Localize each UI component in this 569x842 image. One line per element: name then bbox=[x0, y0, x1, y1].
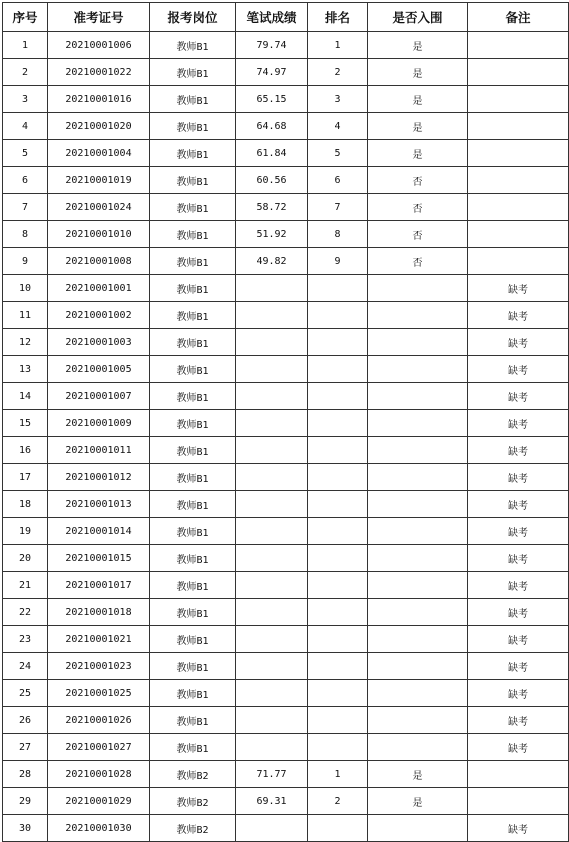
remarks-cell bbox=[468, 59, 569, 86]
admission-ticket-cell: 20210001004 bbox=[48, 140, 150, 167]
remarks-cell bbox=[468, 194, 569, 221]
header-row bbox=[3, 3, 569, 32]
serial-number-cell: 4 bbox=[3, 113, 48, 140]
written-score-cell: 49.82 bbox=[236, 248, 308, 275]
written-score-cell: 69.31 bbox=[236, 788, 308, 815]
header-admission-ticket: 准考证号 bbox=[48, 3, 150, 32]
remarks-cell: 缺考 bbox=[468, 383, 569, 410]
table-row bbox=[3, 788, 569, 815]
position-cell: 教师B1 bbox=[150, 329, 236, 356]
header-written-score: 笔试成绩 bbox=[236, 3, 308, 32]
admission-ticket-cell: 20210001005 bbox=[48, 356, 150, 383]
table-row bbox=[3, 545, 569, 572]
serial-number-cell: 20 bbox=[3, 545, 48, 572]
written-score-cell bbox=[236, 275, 308, 302]
written-score-cell bbox=[236, 302, 308, 329]
serial-number-cell: 5 bbox=[3, 140, 48, 167]
shortlisted-cell bbox=[368, 734, 468, 761]
written-score-cell bbox=[236, 707, 308, 734]
remarks-cell: 缺考 bbox=[468, 302, 569, 329]
position-cell: 教师B1 bbox=[150, 410, 236, 437]
written-score-cell: 58.72 bbox=[236, 194, 308, 221]
rank-cell bbox=[308, 572, 368, 599]
rank-cell bbox=[308, 734, 368, 761]
table-row bbox=[3, 761, 569, 788]
written-score-cell bbox=[236, 491, 308, 518]
position-cell: 教师B1 bbox=[150, 113, 236, 140]
position-cell: 教师B1 bbox=[150, 491, 236, 518]
rank-cell: 7 bbox=[308, 194, 368, 221]
rank-cell: 3 bbox=[308, 86, 368, 113]
shortlisted-cell: 否 bbox=[368, 194, 468, 221]
serial-number-cell: 17 bbox=[3, 464, 48, 491]
rank-cell bbox=[308, 302, 368, 329]
table-row bbox=[3, 275, 569, 302]
rank-cell bbox=[308, 599, 368, 626]
written-score-cell bbox=[236, 356, 308, 383]
remarks-cell: 缺考 bbox=[468, 275, 569, 302]
position-cell: 教师B1 bbox=[150, 194, 236, 221]
position-cell: 教师B1 bbox=[150, 383, 236, 410]
rank-cell: 2 bbox=[308, 59, 368, 86]
serial-number-cell: 2 bbox=[3, 59, 48, 86]
written-score-cell bbox=[236, 599, 308, 626]
shortlisted-cell: 是 bbox=[368, 113, 468, 140]
position-cell: 教师B1 bbox=[150, 167, 236, 194]
written-score-cell bbox=[236, 329, 308, 356]
admission-ticket-cell: 20210001015 bbox=[48, 545, 150, 572]
position-cell: 教师B1 bbox=[150, 707, 236, 734]
position-cell: 教师B1 bbox=[150, 599, 236, 626]
rank-cell bbox=[308, 437, 368, 464]
admission-ticket-cell: 20210001020 bbox=[48, 113, 150, 140]
rank-cell bbox=[308, 410, 368, 437]
rank-cell: 8 bbox=[308, 221, 368, 248]
position-cell: 教师B1 bbox=[150, 221, 236, 248]
serial-number-cell: 16 bbox=[3, 437, 48, 464]
shortlisted-cell bbox=[368, 329, 468, 356]
remarks-cell bbox=[468, 788, 569, 815]
rank-cell: 1 bbox=[308, 32, 368, 59]
rank-cell bbox=[308, 545, 368, 572]
table-row bbox=[3, 491, 569, 518]
rank-cell bbox=[308, 653, 368, 680]
written-score-cell bbox=[236, 545, 308, 572]
remarks-cell bbox=[468, 86, 569, 113]
rank-cell bbox=[308, 356, 368, 383]
serial-number-cell: 9 bbox=[3, 248, 48, 275]
table-row bbox=[3, 59, 569, 86]
admission-ticket-cell: 20210001026 bbox=[48, 707, 150, 734]
shortlisted-cell bbox=[368, 302, 468, 329]
written-score-cell bbox=[236, 626, 308, 653]
shortlisted-cell: 是 bbox=[368, 86, 468, 113]
admission-ticket-cell: 20210001029 bbox=[48, 788, 150, 815]
admission-ticket-cell: 20210001028 bbox=[48, 761, 150, 788]
rank-cell: 4 bbox=[308, 113, 368, 140]
position-cell: 教师B1 bbox=[150, 356, 236, 383]
admission-ticket-cell: 20210001021 bbox=[48, 626, 150, 653]
serial-number-cell: 15 bbox=[3, 410, 48, 437]
table-row bbox=[3, 653, 569, 680]
table-row bbox=[3, 221, 569, 248]
position-cell: 教师B1 bbox=[150, 437, 236, 464]
remarks-cell: 缺考 bbox=[468, 680, 569, 707]
written-score-cell bbox=[236, 518, 308, 545]
admission-ticket-cell: 20210001008 bbox=[48, 248, 150, 275]
position-cell: 教师B1 bbox=[150, 518, 236, 545]
table-row bbox=[3, 86, 569, 113]
shortlisted-cell: 否 bbox=[368, 248, 468, 275]
serial-number-cell: 7 bbox=[3, 194, 48, 221]
position-cell: 教师B2 bbox=[150, 788, 236, 815]
serial-number-cell: 14 bbox=[3, 383, 48, 410]
written-score-cell bbox=[236, 734, 308, 761]
table-row bbox=[3, 32, 569, 59]
shortlisted-cell bbox=[368, 464, 468, 491]
written-score-cell: 74.97 bbox=[236, 59, 308, 86]
shortlisted-cell bbox=[368, 815, 468, 842]
serial-number-cell: 3 bbox=[3, 86, 48, 113]
table-row bbox=[3, 194, 569, 221]
admission-ticket-cell: 20210001024 bbox=[48, 194, 150, 221]
table-row bbox=[3, 329, 569, 356]
admission-ticket-cell: 20210001002 bbox=[48, 302, 150, 329]
shortlisted-cell bbox=[368, 437, 468, 464]
shortlisted-cell bbox=[368, 626, 468, 653]
shortlisted-cell: 否 bbox=[368, 221, 468, 248]
header-serial-number: 序号 bbox=[3, 3, 48, 32]
position-cell: 教师B1 bbox=[150, 545, 236, 572]
remarks-cell: 缺考 bbox=[468, 707, 569, 734]
table-row bbox=[3, 113, 569, 140]
results-table bbox=[2, 2, 569, 842]
remarks-cell bbox=[468, 248, 569, 275]
table-body bbox=[3, 32, 569, 842]
remarks-cell: 缺考 bbox=[468, 329, 569, 356]
shortlisted-cell: 是 bbox=[368, 59, 468, 86]
admission-ticket-cell: 20210001025 bbox=[48, 680, 150, 707]
shortlisted-cell bbox=[368, 653, 468, 680]
position-cell: 教师B1 bbox=[150, 626, 236, 653]
serial-number-cell: 30 bbox=[3, 815, 48, 842]
serial-number-cell: 10 bbox=[3, 275, 48, 302]
shortlisted-cell: 是 bbox=[368, 761, 468, 788]
admission-ticket-cell: 20210001023 bbox=[48, 653, 150, 680]
admission-ticket-cell: 20210001027 bbox=[48, 734, 150, 761]
rank-cell: 2 bbox=[308, 788, 368, 815]
position-cell: 教师B1 bbox=[150, 59, 236, 86]
remarks-cell bbox=[468, 761, 569, 788]
serial-number-cell: 19 bbox=[3, 518, 48, 545]
written-score-cell: 71.77 bbox=[236, 761, 308, 788]
admission-ticket-cell: 20210001017 bbox=[48, 572, 150, 599]
serial-number-cell: 24 bbox=[3, 653, 48, 680]
remarks-cell bbox=[468, 167, 569, 194]
serial-number-cell: 12 bbox=[3, 329, 48, 356]
position-cell: 教师B1 bbox=[150, 572, 236, 599]
admission-ticket-cell: 20210001003 bbox=[48, 329, 150, 356]
admission-ticket-cell: 20210001011 bbox=[48, 437, 150, 464]
admission-ticket-cell: 20210001013 bbox=[48, 491, 150, 518]
rank-cell bbox=[308, 626, 368, 653]
position-cell: 教师B1 bbox=[150, 302, 236, 329]
admission-ticket-cell: 20210001018 bbox=[48, 599, 150, 626]
written-score-cell bbox=[236, 464, 308, 491]
table-row bbox=[3, 707, 569, 734]
shortlisted-cell bbox=[368, 356, 468, 383]
table-row bbox=[3, 464, 569, 491]
written-score-cell bbox=[236, 815, 308, 842]
table-row bbox=[3, 140, 569, 167]
shortlisted-cell bbox=[368, 518, 468, 545]
written-score-cell bbox=[236, 572, 308, 599]
shortlisted-cell: 是 bbox=[368, 140, 468, 167]
serial-number-cell: 27 bbox=[3, 734, 48, 761]
admission-ticket-cell: 20210001007 bbox=[48, 383, 150, 410]
rank-cell bbox=[308, 383, 368, 410]
admission-ticket-cell: 20210001014 bbox=[48, 518, 150, 545]
rank-cell: 5 bbox=[308, 140, 368, 167]
remarks-cell: 缺考 bbox=[468, 599, 569, 626]
table-row bbox=[3, 815, 569, 842]
position-cell: 教师B1 bbox=[150, 140, 236, 167]
serial-number-cell: 23 bbox=[3, 626, 48, 653]
header-position: 报考岗位 bbox=[150, 3, 236, 32]
shortlisted-cell bbox=[368, 383, 468, 410]
written-score-cell: 64.68 bbox=[236, 113, 308, 140]
written-score-cell: 79.74 bbox=[236, 32, 308, 59]
table-row bbox=[3, 734, 569, 761]
rank-cell bbox=[308, 680, 368, 707]
admission-ticket-cell: 20210001030 bbox=[48, 815, 150, 842]
table-row bbox=[3, 248, 569, 275]
remarks-cell bbox=[468, 221, 569, 248]
position-cell: 教师B1 bbox=[150, 86, 236, 113]
serial-number-cell: 22 bbox=[3, 599, 48, 626]
shortlisted-cell: 是 bbox=[368, 788, 468, 815]
serial-number-cell: 8 bbox=[3, 221, 48, 248]
written-score-cell: 60.56 bbox=[236, 167, 308, 194]
remarks-cell: 缺考 bbox=[468, 734, 569, 761]
position-cell: 教师B1 bbox=[150, 680, 236, 707]
written-score-cell: 51.92 bbox=[236, 221, 308, 248]
rank-cell bbox=[308, 329, 368, 356]
remarks-cell: 缺考 bbox=[468, 518, 569, 545]
serial-number-cell: 13 bbox=[3, 356, 48, 383]
written-score-cell bbox=[236, 410, 308, 437]
rank-cell: 9 bbox=[308, 248, 368, 275]
remarks-cell: 缺考 bbox=[468, 626, 569, 653]
remarks-cell: 缺考 bbox=[468, 356, 569, 383]
serial-number-cell: 1 bbox=[3, 32, 48, 59]
rank-cell bbox=[308, 275, 368, 302]
position-cell: 教师B2 bbox=[150, 761, 236, 788]
rank-cell bbox=[308, 815, 368, 842]
admission-ticket-cell: 20210001006 bbox=[48, 32, 150, 59]
position-cell: 教师B1 bbox=[150, 653, 236, 680]
written-score-cell: 61.84 bbox=[236, 140, 308, 167]
shortlisted-cell bbox=[368, 545, 468, 572]
admission-ticket-cell: 20210001022 bbox=[48, 59, 150, 86]
rank-cell: 6 bbox=[308, 167, 368, 194]
remarks-cell bbox=[468, 113, 569, 140]
shortlisted-cell bbox=[368, 680, 468, 707]
position-cell: 教师B1 bbox=[150, 32, 236, 59]
serial-number-cell: 26 bbox=[3, 707, 48, 734]
position-cell: 教师B1 bbox=[150, 464, 236, 491]
shortlisted-cell: 是 bbox=[368, 32, 468, 59]
rank-cell bbox=[308, 518, 368, 545]
remarks-cell: 缺考 bbox=[468, 572, 569, 599]
table-row bbox=[3, 383, 569, 410]
rank-cell bbox=[308, 491, 368, 518]
position-cell: 教师B1 bbox=[150, 275, 236, 302]
table-row bbox=[3, 599, 569, 626]
rank-cell bbox=[308, 707, 368, 734]
remarks-cell: 缺考 bbox=[468, 545, 569, 572]
admission-ticket-cell: 20210001019 bbox=[48, 167, 150, 194]
remarks-cell: 缺考 bbox=[468, 653, 569, 680]
table-row bbox=[3, 680, 569, 707]
shortlisted-cell bbox=[368, 491, 468, 518]
table-row bbox=[3, 356, 569, 383]
rank-cell bbox=[308, 464, 368, 491]
remarks-cell bbox=[468, 140, 569, 167]
rank-cell: 1 bbox=[308, 761, 368, 788]
table-row bbox=[3, 437, 569, 464]
written-score-cell bbox=[236, 680, 308, 707]
position-cell: 教师B2 bbox=[150, 815, 236, 842]
written-score-cell bbox=[236, 437, 308, 464]
serial-number-cell: 29 bbox=[3, 788, 48, 815]
table-row bbox=[3, 518, 569, 545]
serial-number-cell: 11 bbox=[3, 302, 48, 329]
remarks-cell: 缺考 bbox=[468, 410, 569, 437]
header-remarks: 备注 bbox=[468, 3, 569, 32]
table-row bbox=[3, 167, 569, 194]
admission-ticket-cell: 20210001016 bbox=[48, 86, 150, 113]
admission-ticket-cell: 20210001012 bbox=[48, 464, 150, 491]
table-row bbox=[3, 302, 569, 329]
shortlisted-cell bbox=[368, 410, 468, 437]
shortlisted-cell bbox=[368, 572, 468, 599]
position-cell: 教师B1 bbox=[150, 248, 236, 275]
remarks-cell: 缺考 bbox=[468, 491, 569, 518]
serial-number-cell: 6 bbox=[3, 167, 48, 194]
table-row bbox=[3, 572, 569, 599]
admission-ticket-cell: 20210001010 bbox=[48, 221, 150, 248]
remarks-cell bbox=[468, 32, 569, 59]
shortlisted-cell bbox=[368, 707, 468, 734]
shortlisted-cell bbox=[368, 275, 468, 302]
remarks-cell: 缺考 bbox=[468, 815, 569, 842]
serial-number-cell: 25 bbox=[3, 680, 48, 707]
table-row bbox=[3, 626, 569, 653]
table-row bbox=[3, 410, 569, 437]
position-cell: 教师B1 bbox=[150, 734, 236, 761]
header-shortlisted: 是否入围 bbox=[368, 3, 468, 32]
written-score-cell bbox=[236, 653, 308, 680]
written-score-cell bbox=[236, 383, 308, 410]
serial-number-cell: 28 bbox=[3, 761, 48, 788]
admission-ticket-cell: 20210001001 bbox=[48, 275, 150, 302]
header-rank: 排名 bbox=[308, 3, 368, 32]
admission-ticket-cell: 20210001009 bbox=[48, 410, 150, 437]
remarks-cell: 缺考 bbox=[468, 464, 569, 491]
remarks-cell: 缺考 bbox=[468, 437, 569, 464]
serial-number-cell: 18 bbox=[3, 491, 48, 518]
serial-number-cell: 21 bbox=[3, 572, 48, 599]
shortlisted-cell: 否 bbox=[368, 167, 468, 194]
written-score-cell: 65.15 bbox=[236, 86, 308, 113]
shortlisted-cell bbox=[368, 599, 468, 626]
